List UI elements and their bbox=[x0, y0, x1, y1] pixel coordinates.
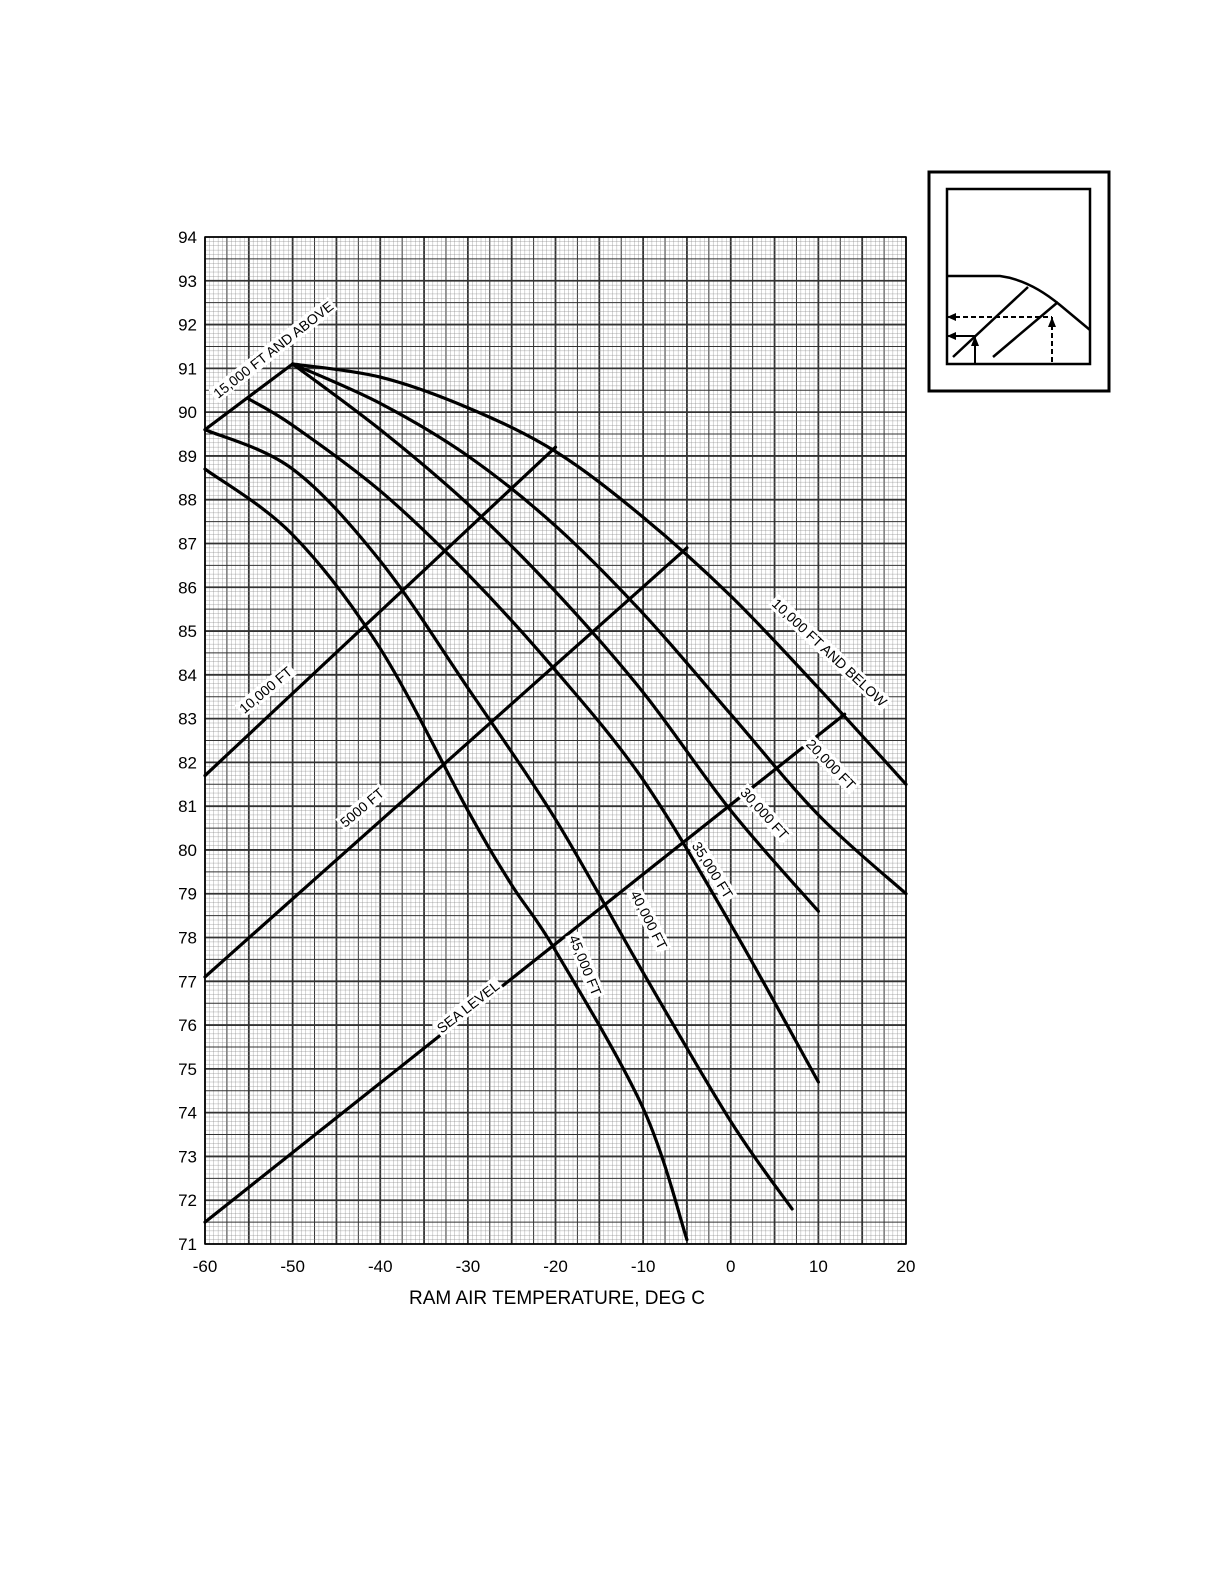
y-tick-label: 71 bbox=[178, 1235, 197, 1254]
y-tick-label: 88 bbox=[178, 490, 197, 510]
y-tick-label: 79 bbox=[178, 884, 197, 904]
y-tick-label: 78 bbox=[178, 928, 197, 948]
curve-label: 5000 FT bbox=[336, 784, 388, 831]
y-tick-label: 91 bbox=[178, 359, 197, 379]
y-tick-label: 90 bbox=[178, 403, 197, 423]
y-tick-label: 73 bbox=[178, 1147, 197, 1167]
x-tick-label: -50 bbox=[280, 1257, 305, 1276]
curve-label: 20,000 FT bbox=[803, 735, 859, 793]
y-tick-label: 86 bbox=[178, 578, 197, 598]
y-tick-label: 87 bbox=[178, 534, 197, 554]
curve-label: 10,000 FT AND BELOW bbox=[769, 595, 891, 710]
y-tick-label: 82 bbox=[178, 753, 197, 773]
curve-label: 40,000 FT bbox=[627, 887, 671, 952]
y-tick-label: 85 bbox=[178, 622, 197, 642]
curve-label: SEA LEVEL bbox=[433, 977, 503, 1037]
x-tick-label: -30 bbox=[455, 1257, 481, 1276]
curve-label: 30,000 FT bbox=[737, 784, 792, 843]
y-tick-label: 80 bbox=[178, 840, 197, 860]
x-tick-label: -20 bbox=[543, 1257, 568, 1276]
y-tick-label: 83 bbox=[178, 709, 197, 729]
x-tick-label: 20 bbox=[896, 1257, 916, 1276]
x-tick-label: -10 bbox=[630, 1257, 656, 1276]
y-tick-label: 94 bbox=[178, 228, 197, 247]
y-tick-label: 75 bbox=[178, 1059, 197, 1079]
curve-label: 10,000 FT bbox=[236, 663, 296, 717]
curve-label: 15,000 FT AND ABOVE bbox=[210, 297, 337, 402]
x-tick-label: 10 bbox=[808, 1257, 828, 1276]
curve-label: 35,000 FT bbox=[688, 838, 737, 902]
y-tick-label: 84 bbox=[178, 665, 197, 685]
y-tick-label: 72 bbox=[178, 1191, 197, 1211]
curve-label: 45,000 FT bbox=[565, 932, 605, 998]
x-tick-label: -40 bbox=[367, 1257, 393, 1276]
y-tick-label: 74 bbox=[178, 1103, 197, 1123]
x-tick-label: -60 bbox=[192, 1257, 218, 1276]
x-axis-ticks bbox=[193, 1257, 916, 1276]
y-tick-label: 81 bbox=[178, 797, 197, 817]
grid bbox=[205, 237, 906, 1244]
y-tick-label: 89 bbox=[178, 446, 197, 466]
y-axis-ticks bbox=[178, 228, 197, 1254]
y-tick-label: 93 bbox=[178, 271, 197, 291]
x-tick-label: 0 bbox=[726, 1257, 736, 1276]
usage-key-inset-icon bbox=[929, 172, 1109, 391]
x-axis-title: RAM AIR TEMPERATURE, DEG C bbox=[409, 1288, 705, 1309]
y-tick-label: 92 bbox=[178, 315, 197, 335]
y-tick-label: 77 bbox=[178, 972, 197, 992]
y-tick-label: 76 bbox=[178, 1016, 197, 1036]
